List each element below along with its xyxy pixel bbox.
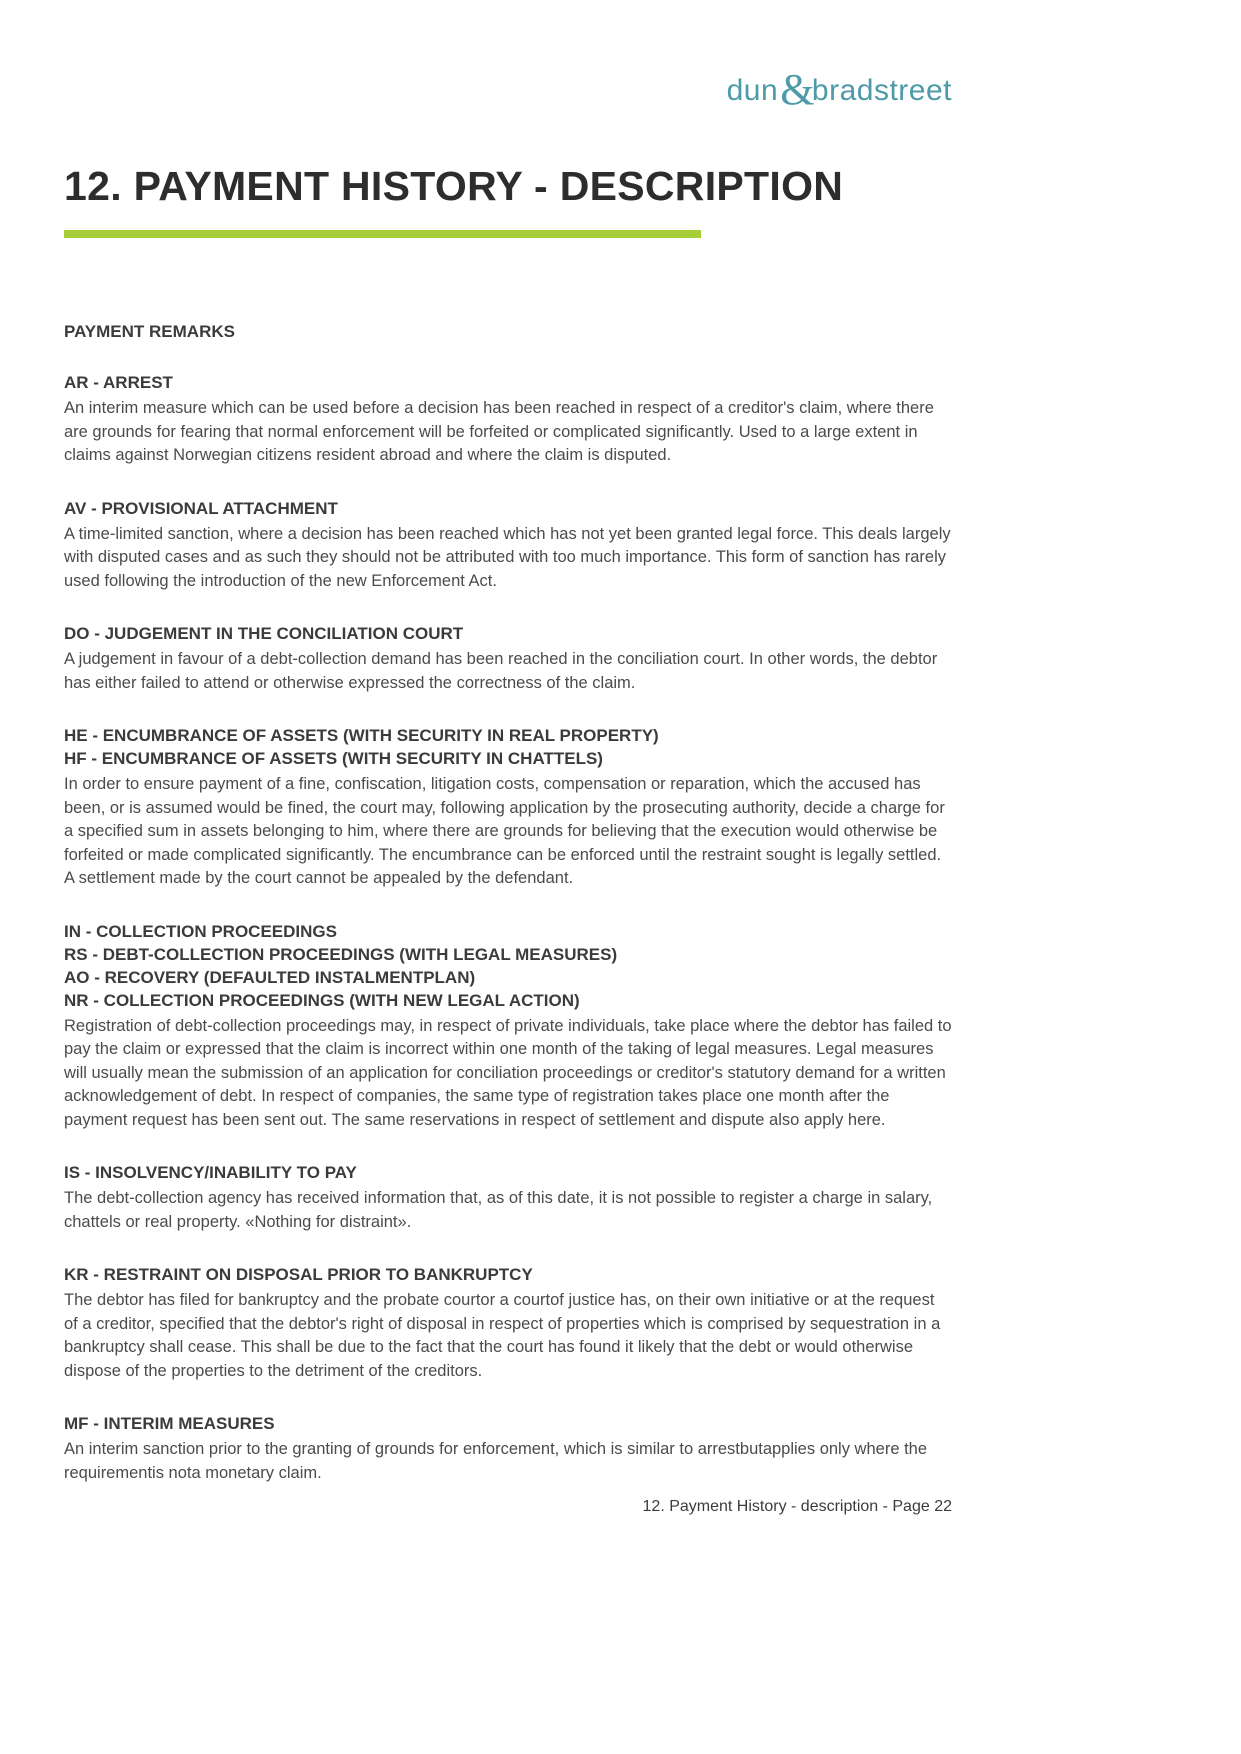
section-heading: AR - ARREST <box>64 373 173 392</box>
page-title: 12. PAYMENT HISTORY - DESCRIPTION <box>64 163 844 209</box>
remark-section <box>64 1161 952 1234</box>
section-heading: IN - COLLECTION PROCEEDINGS <box>64 921 337 941</box>
section-heading: NR - COLLECTION PROCEEDINGS (WITH NEW LEGAL ACTION) <box>64 990 580 1010</box>
section-body: Registration of debt-collection proceedings may, in respect of private individuals, take place where the debtor has failed to pay the claim or expressed that the claim is incorrect within one month of the taking of legal measures. Legal measures will usually mean the submission of an application for conciliation proceedings or creditor's statutory demand for a written acknowledgement of debt. In respect of companies, the same type of registration takes place one month after the payment request has been sent out. The same reservations in respect of settlement and dispute also apply here. <box>64 1016 952 1129</box>
section-heading: HF - ENCUMBRANCE OF ASSETS (WITH SECURITY IN CHATTELS) <box>64 749 603 768</box>
logo-word-bradstreet: bradstreet <box>811 74 952 107</box>
section-heading: HE - ENCUMBRANCE OF ASSETS (WITH SECURITY IN REAL PROPERTY) <box>64 726 659 745</box>
section-heading: AO - RECOVERY (DEFAULTED INSTALMENTPLAN) <box>64 967 476 987</box>
remark-section <box>64 371 952 468</box>
section-body: A judgement in favour of a debt-collection demand has been reached in the conciliation court. In other words, the debtor has either failed to attend or otherwise expressed the correctness of the claim. <box>64 650 938 692</box>
section-body: The debt-collection agency has received information that, as of this date, it is not possible to register a charge in salary, chattels or real property. «Nothing for distraint». <box>64 1189 933 1231</box>
remark-section <box>64 1412 952 1485</box>
remark-section <box>64 724 952 891</box>
section-heading: DO - JUDGEMENT IN THE CONCILIATION COURT <box>64 624 464 643</box>
section-heading: MF - INTERIM MEASURES <box>64 1414 275 1433</box>
section-heading: RS - DEBT-COLLECTION PROCEEDINGS (WITH LEGAL MEASURES) <box>64 944 618 964</box>
section-body: The debtor has filed for bankruptcy and the probate courtor a courtof justice has, on their own initiative or at the request of a creditor, specified that the debtor's right of disposal in respect of properties which is comprised by sequestration in a bankruptcy shall cease. This shall be due to the fact that the court has found it likely that the debt or would otherwise dispose of the properties to the detriment of the creditors. <box>64 1291 941 1380</box>
logo-word-dun: dun <box>726 74 779 107</box>
content-column <box>64 0 952 1485</box>
section-heading: IS - INSOLVENCY/INABILITY TO PAY <box>64 1163 357 1182</box>
remark-section <box>64 497 952 594</box>
logo-ampersand-icon: & <box>780 65 815 114</box>
section-body: A time-limited sanction, where a decision has been reached which has not yet been granted legal force. This deals largely with disputed cases and as such they should not be attributed with too much importance. This form of sanction has rarely used following the introduction of the new Enforcement Act. <box>64 524 951 590</box>
remark-section <box>64 920 952 1133</box>
section-heading: AV - PROVISIONAL ATTACHMENT <box>64 498 338 518</box>
section-body: An interim sanction prior to the granting of grounds for enforcement, which is similar to arrestbutapplies only where the requirementis nota monetary claim. <box>64 1440 928 1482</box>
page-footer: 12. Payment History - description - Page 22 <box>642 1498 952 1515</box>
payment-remarks-heading: PAYMENT REMARKS <box>64 322 235 341</box>
dun-bradstreet-logo <box>64 65 952 114</box>
section-body: An interim measure which can be used before a decision has been reached in respect of a creditor's claim, where there are grounds for fearing that normal enforcement will be forfeited or complicated significantly. Used to a large extent in claims against Norwegian citizens resident abroad and where the claim is disputed. <box>64 399 934 464</box>
sections <box>64 371 952 1485</box>
section-heading: KR - RESTRAINT ON DISPOSAL PRIOR TO BANKRUPTCY <box>64 1265 533 1284</box>
remark-section <box>64 1263 952 1383</box>
title-underline <box>64 230 701 238</box>
section-body: In order to ensure payment of a fine, confiscation, litigation costs, compensation or reparation, which the accused has been, or is assumed would be fined, the court may, following application by the prosecuting authority, decide a charge for a specified sum in assets belonging to him, where there are grounds for believing that the execution would otherwise be forfeited or made complicated significantly. The encumbrance can be enforced until the restraint sought is legally settled. A settlement made by the court cannot be appealed by the defendant. <box>64 775 945 887</box>
remark-section <box>64 622 952 695</box>
